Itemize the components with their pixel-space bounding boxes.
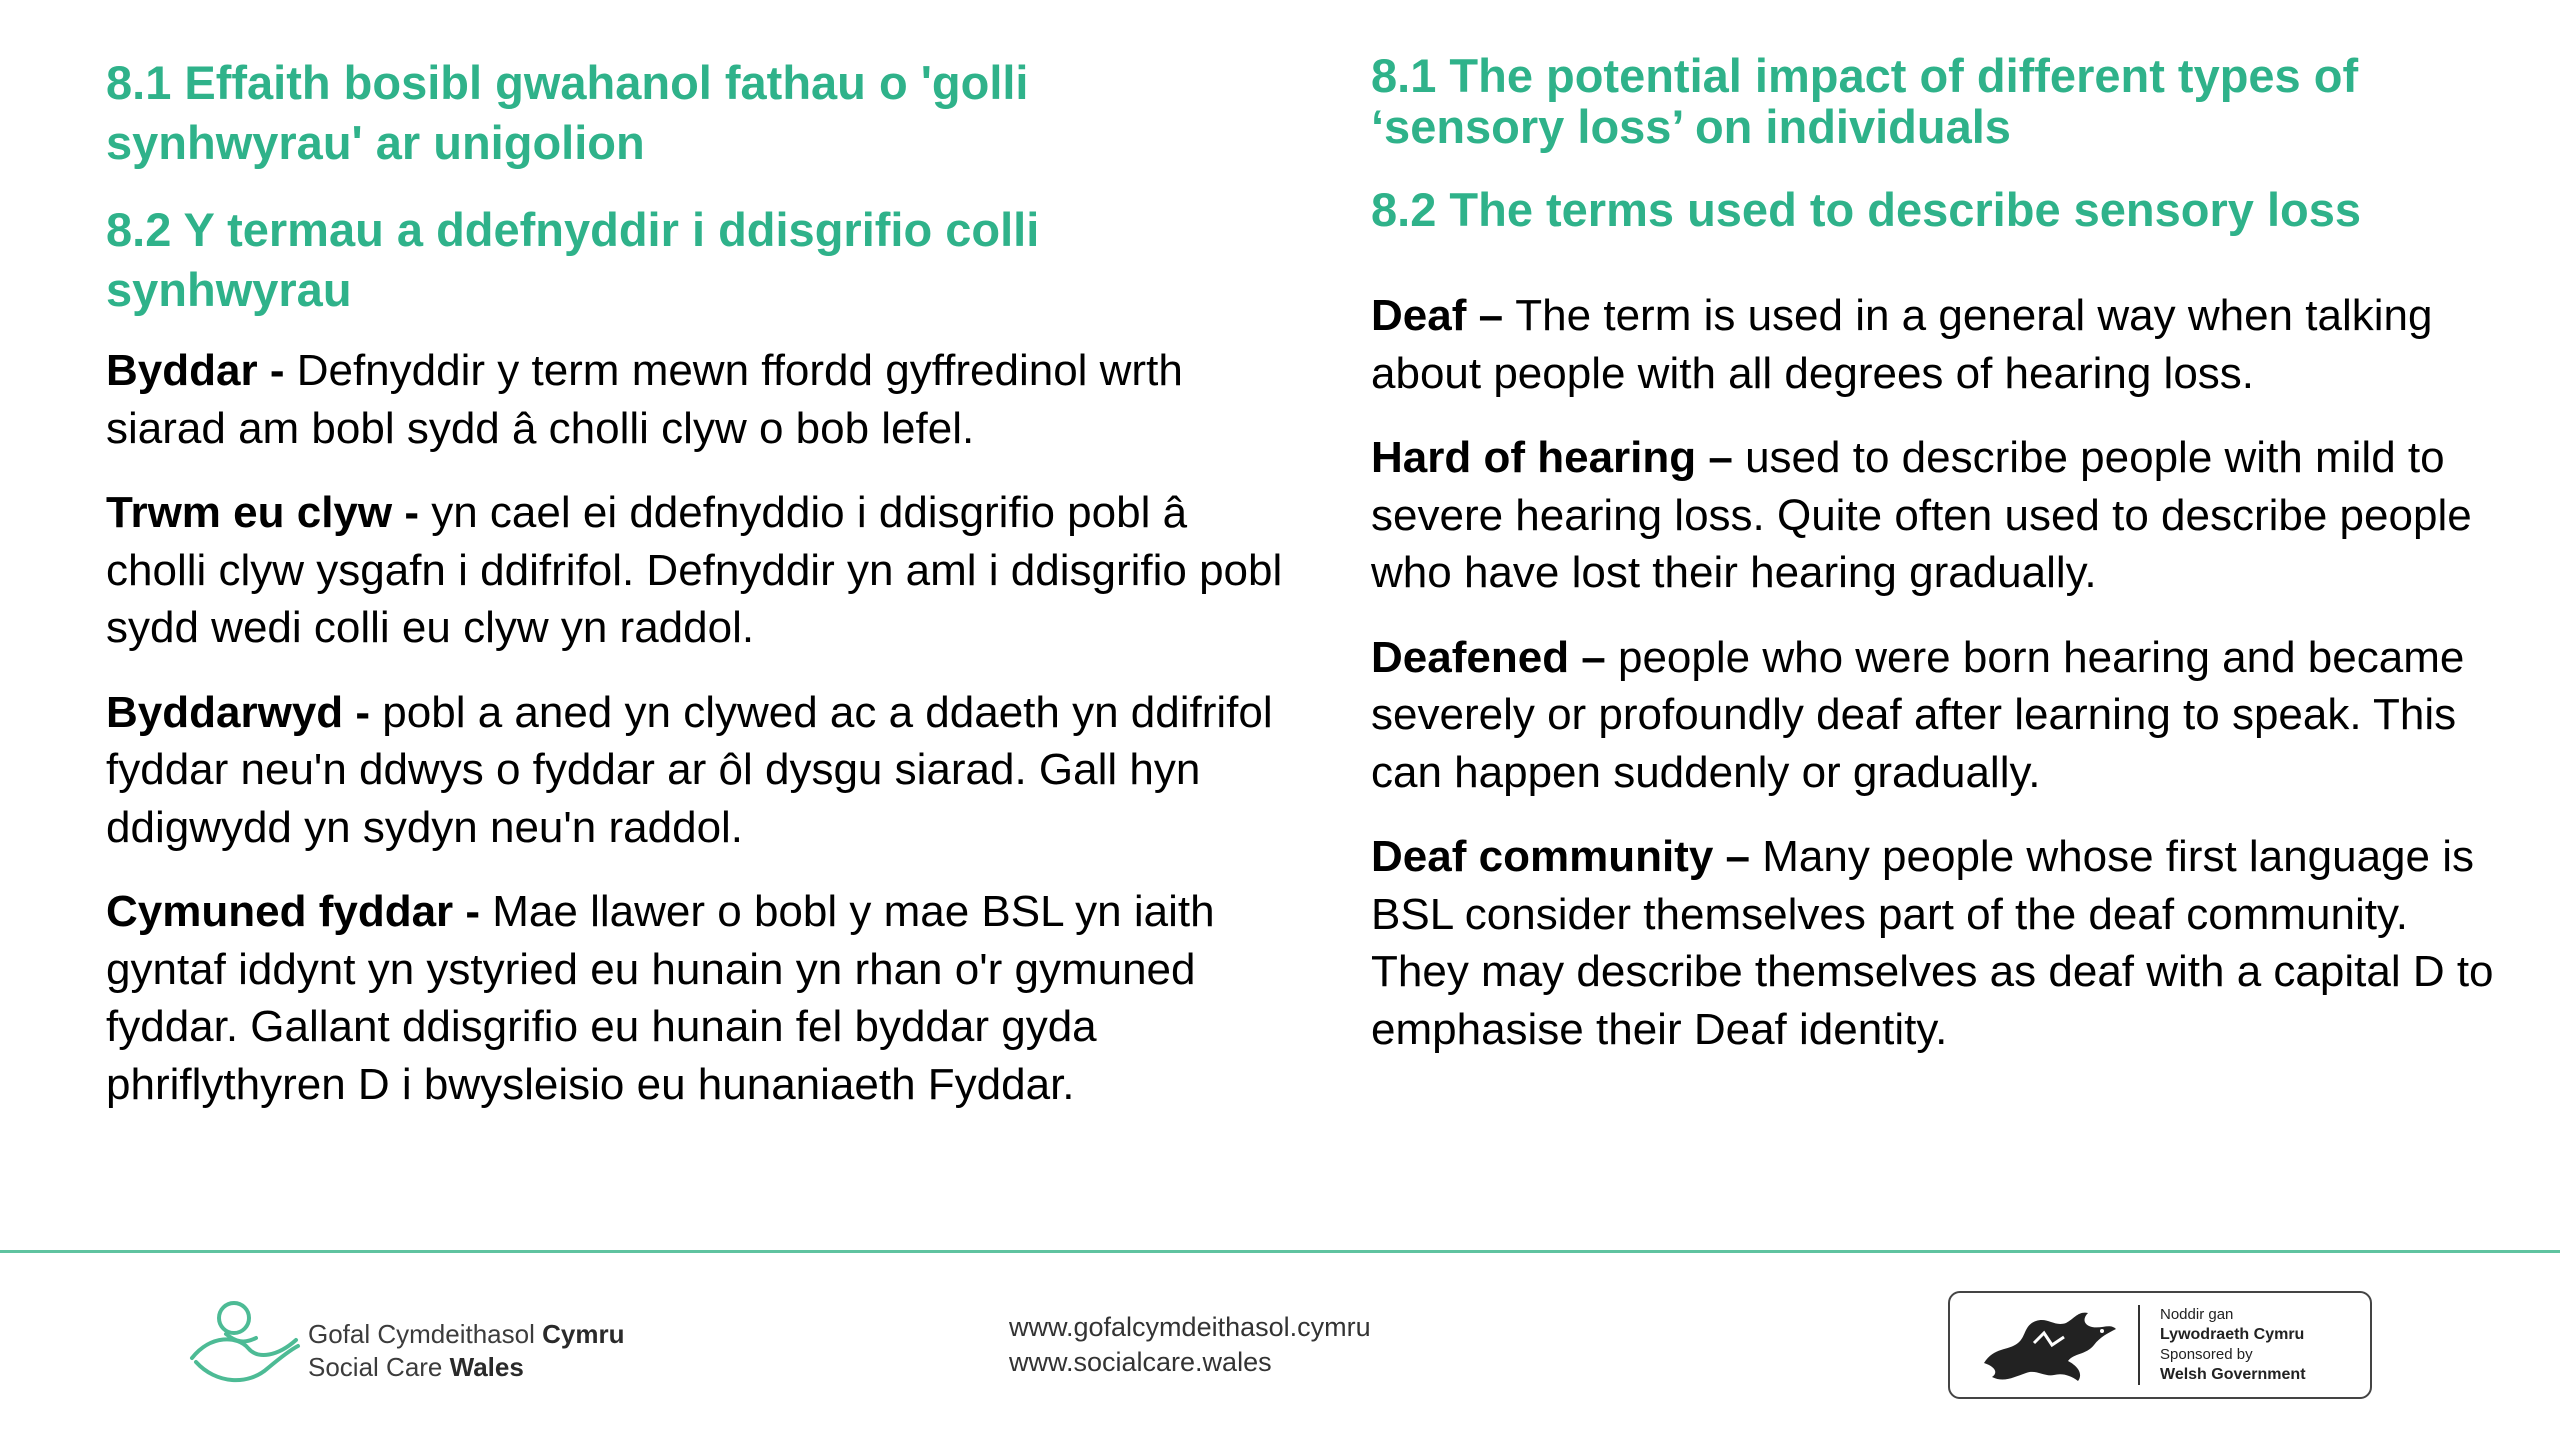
logo-welsh-name-b: Cymru	[542, 1319, 625, 1349]
english-term-entry	[1371, 629, 2501, 802]
logo-english-name-b: Wales	[449, 1352, 524, 1382]
term-definition: Many people whose first language is BSL consider themselves part of the deaf community. They may describe themselves as deaf with a capital D to emphasise their Deaf identity.	[1371, 832, 2494, 1054]
term-definition: pobl a aned yn clywed ac a ddaeth yn ddifrifol fyddar neu'n ddwys o fyddar ar ôl dysgu siarad. Gall hyn ddigwydd yn sydyn neu'n raddol.	[106, 687, 1273, 852]
welsh-term-entry	[106, 684, 1296, 857]
logo-welsh-name-a: Gofal Cymdeithasol	[308, 1319, 543, 1349]
term-name: Byddarwyd -	[106, 687, 383, 737]
sponsor-welsh-name: Lywodraeth Cymru	[2160, 1326, 2305, 1343]
logo-welsh-name	[308, 1318, 624, 1351]
sponsor-english-name: Welsh Government	[2160, 1366, 2306, 1383]
term-definition: yn cael ei ddefnyddio i ddisgrifio pobl â cholli clyw ysgafn i ddifrifol. Defnyddir yn aml i ddisgrifio pobl sydd wedi colli eu clyw yn raddol.	[106, 488, 1283, 652]
english-term-entry	[1371, 429, 2501, 602]
term-definition: used to describe people with mild to severe hearing loss. Quite often used to describe people who have lost their hearing gradually.	[1371, 433, 2472, 597]
term-name: Deaf community –	[1371, 832, 1763, 881]
welsh-heading-8-2: 8.2 Y termau a ddefnyddir i ddisgrifio colli synhwyrau	[106, 203, 1040, 316]
english-heading-8-2: 8.2 The terms used to describe sensory loss	[1371, 183, 2362, 236]
term-name: Cymuned fyddar -	[106, 887, 493, 936]
term-name: Trwm eu clyw -	[106, 488, 432, 537]
sponsor-divider	[2138, 1305, 2140, 1385]
sponsor-english-label: Sponsored by	[2160, 1346, 2253, 1363]
logo-text	[308, 1318, 624, 1384]
footer-divider	[0, 1250, 2560, 1253]
welsh-term-entry	[106, 883, 1296, 1113]
url-welsh-link[interactable]: www.gofalcymdeithasol.cymru	[1009, 1312, 1371, 1342]
social-care-wales-logo	[186, 1298, 706, 1390]
term-name: Byddar -	[106, 346, 297, 395]
sponsor-text	[2160, 1305, 2306, 1385]
welsh-term-list	[106, 342, 1296, 1113]
english-heading-8-1: 8.1 The potential impact of different types of ‘sensory loss’ on individuals	[1371, 49, 2359, 153]
footer-urls	[1009, 1310, 1371, 1380]
welsh-term-entry	[106, 484, 1296, 657]
term-definition: The term is used in a general way when talking about people with all degrees of hearing loss.	[1371, 291, 2433, 398]
term-definition: Defnyddir y term mewn ffordd gyffredinol wrth siarad am bobl sydd â cholli clyw o bob lefel.	[106, 346, 1183, 453]
social-care-wales-logo-icon	[186, 1298, 302, 1390]
logo-english-name	[308, 1351, 624, 1384]
english-term-entry	[1371, 287, 2501, 402]
english-column	[1371, 50, 2501, 1085]
english-term-list	[1371, 287, 2501, 1058]
welsh-heading-8-1: 8.1 Effaith bosibl gwahanol fathau o 'golli synhwyrau' ar unigolion	[106, 56, 1029, 169]
welsh-column	[106, 50, 1296, 1140]
welsh-term-entry	[106, 342, 1296, 457]
sponsor-welsh-label: Noddir gan	[2160, 1306, 2234, 1323]
url-english-link[interactable]: www.socialcare.wales	[1009, 1347, 1272, 1377]
term-name: Deaf –	[1371, 291, 1516, 340]
english-term-entry	[1371, 828, 2501, 1058]
term-name: Deafened –	[1371, 632, 1618, 682]
welsh-government-sponsor-badge	[1948, 1291, 2372, 1399]
term-definition: people who were born hearing and became severely or profoundly deaf after learning to speak. This can happen suddenly or gradually.	[1371, 632, 2465, 797]
welsh-dragon-icon	[1974, 1303, 2124, 1387]
term-definition: Mae llawer o bobl y mae BSL yn iaith gyntaf iddynt yn ystyried eu hunain yn rhan o'r gymuned fyddar. Gallant ddisgrifio eu hunain fel byddar gyda phriflythyren D i bwysleisio eu hunaniaeth Fyddar.	[106, 887, 1215, 1109]
logo-english-name-a: Social Care	[308, 1352, 450, 1382]
term-name: Hard of hearing –	[1371, 433, 1746, 482]
